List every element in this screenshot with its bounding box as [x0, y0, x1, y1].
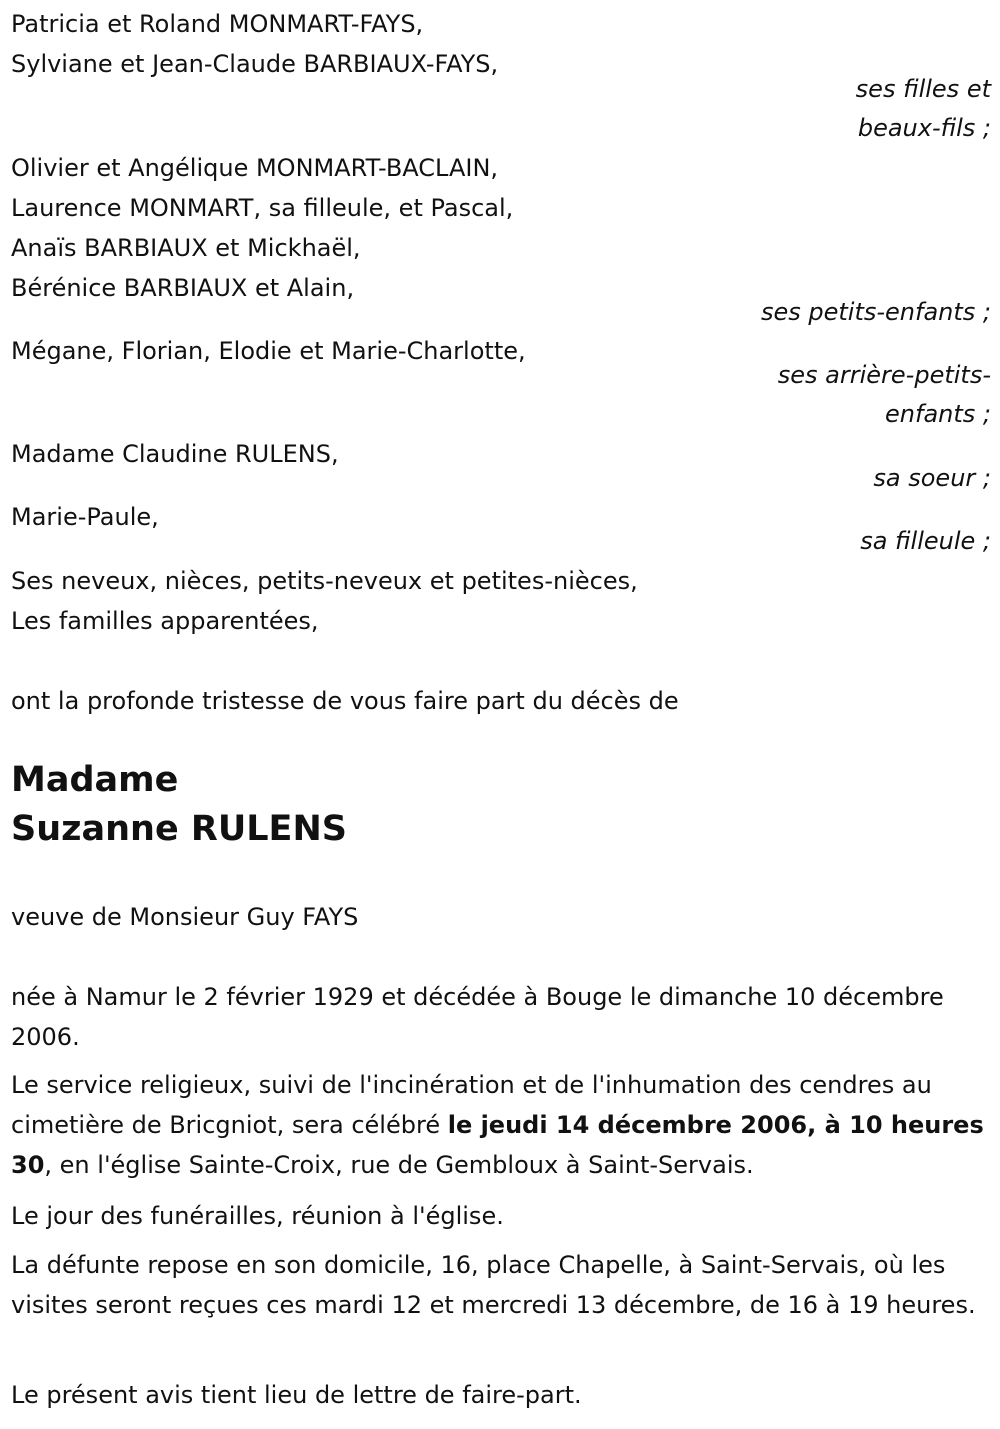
role-great-grandchildren-line1: ses arrière-petits-	[777, 361, 991, 389]
role-daughters-line2: beaux-fils ;	[857, 114, 991, 142]
reunion-paragraph: Le jour des funérailles, réunion à l'église.	[11, 1202, 504, 1230]
family-line-grandchild-2: Laurence MONMART, sa filleule, et Pascal,	[11, 194, 514, 222]
role-daughters-line1: ses filles et	[855, 75, 991, 103]
role-great-grandchildren-line2: enfants ;	[885, 400, 991, 428]
family-line-daughter-2: Sylviane et Jean-Claude BARBIAUX-FAYS,	[11, 50, 499, 78]
service-date-time: le jeudi 14 décembre 2006, à 10 heures 30	[11, 1111, 984, 1179]
family-line-grandchild-4: Bérénice BARBIAUX et Alain,	[11, 274, 355, 302]
family-line-nephews: Ses neveux, nièces, petits-neveux et petites-nièces,	[11, 567, 638, 595]
visits-paragraph: La défunte repose en son domicile, 16, place Chapelle, à Saint-Servais, où les visites seront reçues ces mardi 12 et mercredi 13 décembre, de 16 à 19 heures.	[11, 1251, 976, 1319]
service-text-before: Le service religieux, suivi de l'incinération et de l'inhumation des cendres au cimetière de Bricgniot, sera célébré	[11, 1071, 932, 1139]
birth-death-paragraph: née à Namur le 2 février 1929 et décédée à Bouge le dimanche 10 décembre 2006.	[11, 983, 944, 1051]
family-line-grandchild-1: Olivier et Angélique MONMART-BACLAIN,	[11, 154, 499, 182]
closing-paragraph: Le présent avis tient lieu de lettre de faire-part.	[11, 1381, 582, 1409]
family-line-sister: Madame Claudine RULENS,	[11, 440, 339, 468]
family-line-goddaughter: Marie-Paule,	[11, 503, 159, 531]
family-line-grandchild-3: Anaïs BARBIAUX et Mickhaël,	[11, 234, 361, 262]
deceased-title: Madame	[11, 760, 179, 800]
service-paragraph	[11, 1065, 991, 1185]
service-text-after: , en l'église Sainte-Croix, rue de Gembloux à Saint-Servais.	[44, 1151, 754, 1179]
role-goddaughter: sa filleule ;	[860, 527, 991, 555]
deceased-name: Suzanne RULENS	[11, 809, 347, 849]
family-line-relatives: Les familles apparentées,	[11, 607, 319, 635]
family-line-daughter-1: Patricia et Roland MONMART-FAYS,	[11, 10, 424, 38]
announcement-text: ont la profonde tristesse de vous faire part du décès de	[11, 687, 679, 715]
widow-line: veuve de Monsieur Guy FAYS	[11, 903, 359, 931]
family-line-great-grandchildren: Mégane, Florian, Elodie et Marie-Charlotte,	[11, 337, 526, 365]
role-grandchildren: ses petits-enfants ;	[760, 298, 991, 326]
role-sister: sa soeur ;	[873, 464, 991, 492]
